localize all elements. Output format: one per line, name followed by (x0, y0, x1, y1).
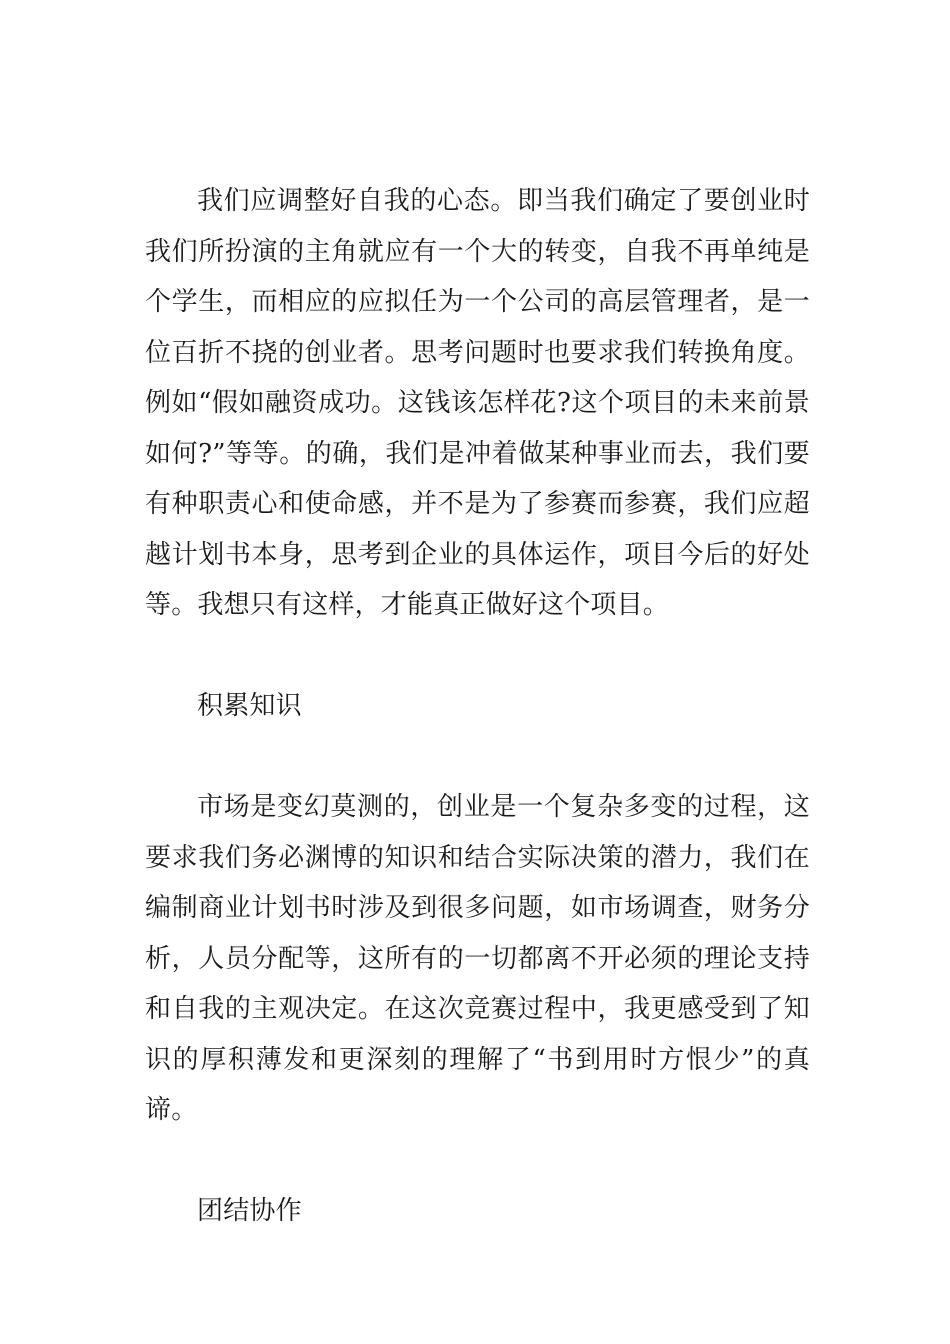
document-body (145, 176, 810, 1237)
paragraph-gap (145, 631, 810, 682)
paragraph-gap (145, 732, 810, 783)
paragraph-mindset: 我们应调整好自我的心态。即当我们确定了要创业时我们所扮演的主角就应有一个大的转变，自我不再单纯是个学生，而相应的应拟任为一个公司的高层管理者，是一位百折不挠的创业者。思考问题时也要求我们转换角度。例如“假如融资成功。这钱该怎样花?这个项目的未来前景如何?”等等。的确，我们是冲着做某种事业而去，我们要有种职责心和使命感，并不是为了参赛而参赛，我们应超越计划书本身，思考到企业的具体运作，项目今后的好处等。我想只有这样，才能真正做好这个项目。 (145, 186, 810, 620)
paragraph-knowledge: 市场是变幻莫测的，创业是一个复杂多变的过程，这要求我们务必渊博的知识和结合实际决策的潜力，我们在编制商业计划书时涉及到很多问题，如市场调查，财务分析，人员分配等，这所有的一切都离不开必须的理论支持和自我的主观决定。在这次竞赛过程中，我更感受到了知识的厚积薄发和更深刻的理解了“书到用时方恨少”的真谛。 (145, 792, 810, 1125)
section-heading-teamwork: 团结协作 (197, 1196, 302, 1226)
paragraph-gap (145, 1136, 810, 1187)
section-heading-knowledge: 积累知识 (197, 691, 302, 721)
